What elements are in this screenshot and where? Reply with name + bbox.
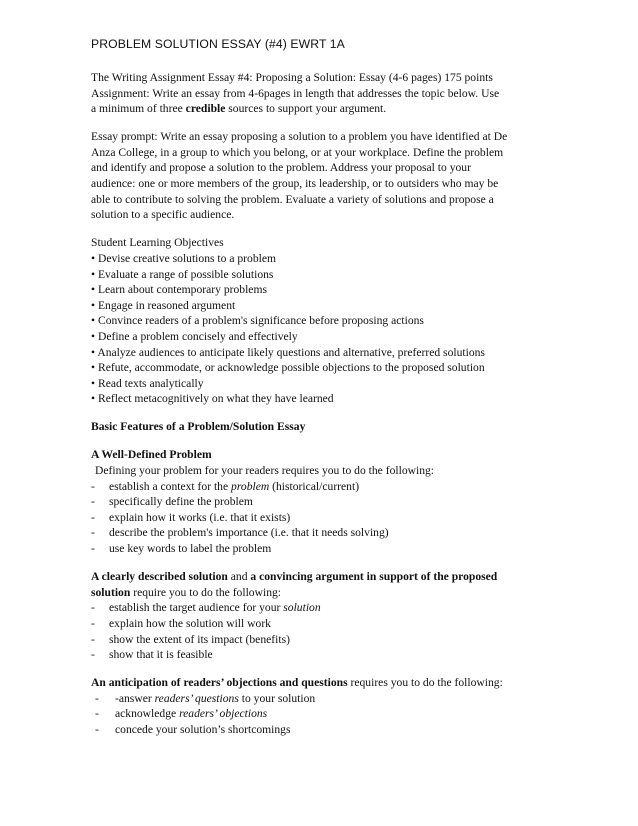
prompt-line: solution to a specific audience.: [91, 208, 235, 222]
objective-item: • Refute, accommodate, or acknowledge possible objections to the proposed solution: [91, 361, 485, 375]
intro-line: Assignment: Write an essay from 4-6pages in length that addresses the topic below. Use: [91, 86, 500, 100]
anticipation-item-text: acknowledge: [115, 707, 180, 721]
dash-marker: -: [95, 691, 99, 705]
prompt-line: and identify and propose a solution to the problem. Address your proposal to your: [91, 161, 471, 175]
anticipation-item: [91, 706, 561, 722]
anticipation-heading-bold: An anticipation of readers’ objections and questions: [91, 676, 348, 690]
solution-item-text: show the extent of its impact (benefits): [109, 632, 290, 646]
objective-item: • Engage in reasoned argument: [91, 298, 236, 312]
dash-marker: -: [95, 722, 99, 736]
problem-item-text: establish a context for the: [109, 479, 232, 493]
problem-heading: A Well-Defined Problem: [91, 448, 212, 462]
solution-heading: [91, 569, 561, 585]
dash-marker: -: [91, 526, 95, 540]
objective-item: • Learn about contemporary problems: [91, 283, 267, 297]
intro-text: sources to support your argument.: [225, 102, 387, 116]
anticipation-heading: [91, 675, 561, 691]
solution-emphasis: solution: [283, 601, 321, 615]
learning-objectives: [91, 235, 561, 407]
solution-lead: require you to do the following:: [130, 585, 282, 599]
page-header: PROBLEM SOLUTION ESSAY (#4) EWRT 1A: [91, 37, 345, 51]
anticipation-item-text: to your solution: [238, 691, 316, 705]
dash-marker: -: [91, 479, 95, 493]
anticipation-item: [91, 722, 561, 738]
dash-marker: -: [91, 495, 95, 509]
problem-item: [91, 479, 561, 495]
dash-marker: -: [91, 616, 95, 630]
problem-lead: Defining your problem for your readers requires you to do the following:: [95, 464, 435, 478]
basic-features-heading: Basic Features of a Problem/Solution Essay: [91, 420, 306, 434]
solution-item-text: show that it is feasible: [109, 648, 213, 662]
solution-item: [91, 632, 561, 648]
anticipation-emphasis: readers’ questions: [154, 691, 239, 705]
problem-item-text: use key words to label the problem: [109, 542, 272, 556]
solution-item: [91, 600, 561, 616]
solution-item-text: establish the target audience for your: [109, 601, 284, 615]
anticipation-item: [91, 691, 561, 707]
anticipation-lead: requires you to do the following:: [347, 676, 503, 690]
solution-item: [91, 647, 561, 663]
problem-item-text: explain how it works (i.e. that it exists): [109, 510, 291, 524]
problem-emphasis: problem: [231, 479, 270, 493]
solution-heading-part: solution: [91, 585, 131, 599]
dash-marker: -: [91, 510, 95, 524]
intro-text: a minimum of three: [91, 102, 186, 116]
solution-item-text: explain how the solution will work: [109, 616, 271, 630]
intro-line: The Writing Assignment Essay #4: Proposing a Solution: Essay (4-6 pages) 175 points: [91, 71, 493, 84]
prompt-line: Essay prompt: Write an essay proposing a solution to a problem you have identified at De: [91, 130, 508, 144]
problem-item: [91, 541, 561, 557]
basic-features-heading-block: [91, 419, 561, 435]
anticipation-section: [91, 675, 561, 737]
credible-emphasis: credible: [185, 102, 226, 116]
solution-heading-part: A clearly described solution: [91, 570, 228, 584]
solution-heading-joiner: and: [227, 570, 251, 584]
dash-marker: -: [95, 707, 99, 721]
anticipation-item-text: concede your solution’s shortcomings: [115, 722, 291, 736]
objective-item: • Devise creative solutions to a problem: [91, 251, 277, 265]
objective-item: • Evaluate a range of possible solutions: [91, 267, 274, 281]
solution-heading-continued: [91, 585, 561, 601]
dash-marker: -: [91, 542, 95, 556]
prompt-line: Anza College, in a group to which you belong, or at your workplace. Define the problem: [91, 145, 504, 159]
solution-item: [91, 616, 561, 632]
intro-paragraph: [91, 70, 561, 117]
objectives-title: Student Learning Objectives: [91, 236, 224, 250]
problem-item-text: describe the problem's importance (i.e. that it needs solving): [109, 526, 389, 540]
solution-section: [91, 569, 561, 663]
objective-item: • Reflect metacognitively on what they have learned: [91, 392, 334, 406]
document-body: [91, 70, 561, 750]
dash-marker: -: [91, 632, 95, 646]
problem-item: [91, 510, 561, 526]
essay-prompt-paragraph: [91, 129, 561, 223]
problem-item: [91, 494, 561, 510]
dash-marker: -: [91, 601, 95, 615]
problem-item-text: specifically define the problem: [109, 495, 253, 509]
prompt-line: able to contribute to solving the problem. Evaluate a variety of solutions and propose a: [91, 192, 494, 206]
anticipation-emphasis: readers’ objections: [179, 707, 268, 721]
prompt-line: audience: one or more members of the group, its leadership, or to outsiders who may be: [91, 177, 499, 191]
problem-item-text: (historical/current): [269, 479, 360, 493]
intro-line: [91, 101, 561, 117]
well-defined-problem-section: [91, 447, 561, 556]
anticipation-item-text: -answer: [115, 691, 155, 705]
objective-item: • Convince readers of a problem's significance before proposing actions: [91, 314, 424, 328]
objective-item: • Define a problem concisely and effectively: [91, 329, 298, 343]
dash-marker: -: [91, 648, 95, 662]
objective-item: • Read texts analytically: [91, 376, 204, 390]
solution-heading-part: a convincing argument in support of the proposed: [250, 570, 498, 584]
objective-item: • Analyze audiences to anticipate likely questions and alternative, preferred solutions: [91, 345, 485, 359]
problem-item: [91, 525, 561, 541]
